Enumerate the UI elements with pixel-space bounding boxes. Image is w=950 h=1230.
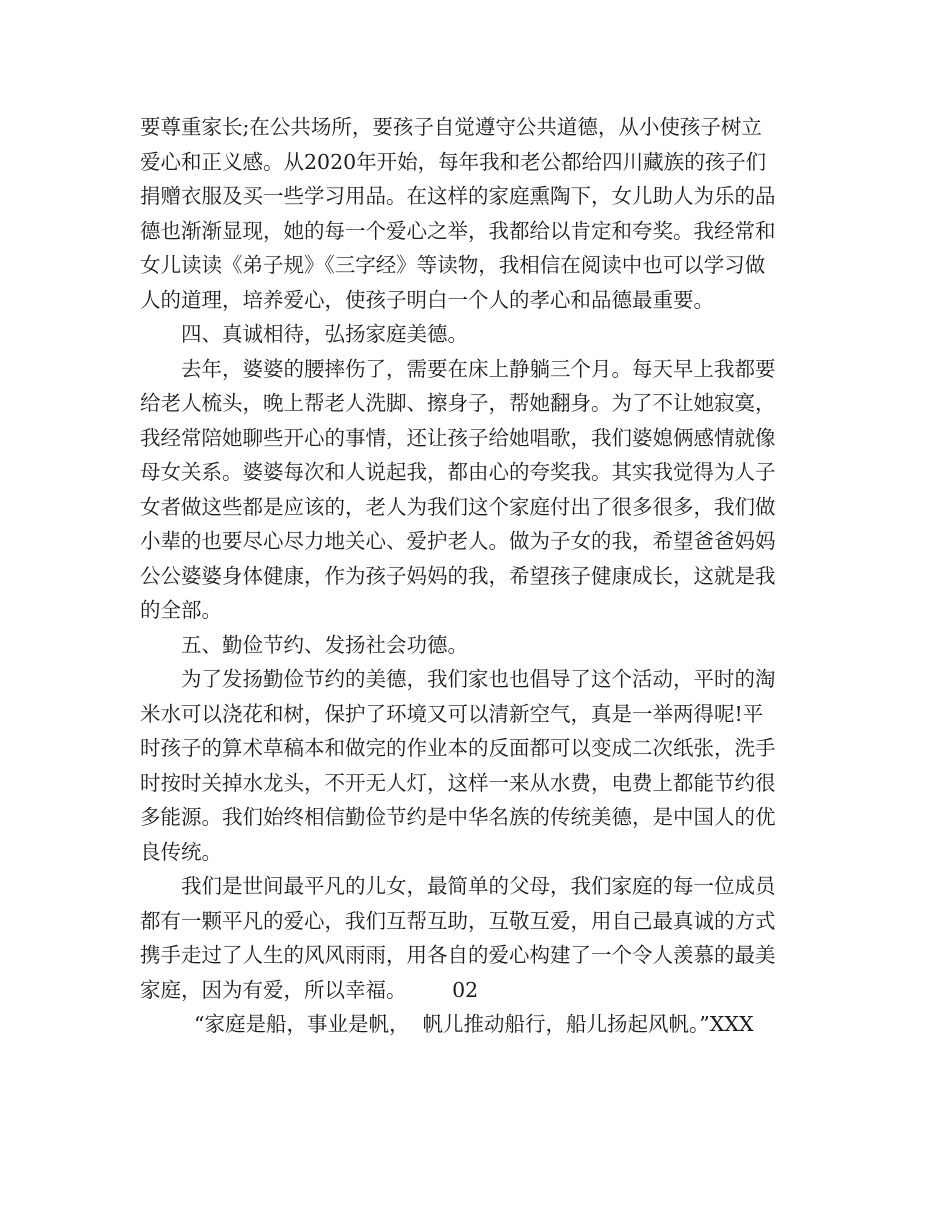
- text-line: 母女关系。婆婆每次和人说起我，都由心的夸奖我。其实我觉得为人子: [140, 460, 776, 484]
- text-line: 四、真诚相待，弘扬家庭美德。: [181, 322, 468, 346]
- text-line: 携手走过了人生的风风雨雨，用各自的爱心构建了一个令人羡慕的最美: [140, 943, 776, 967]
- text-line: 都有一颗平凡的爱心，我们互帮互助，互敬互爱，用自己最真诚的方式: [140, 908, 776, 933]
- text-line: 家庭，因为有爱，所以幸福。 02: [140, 977, 479, 1002]
- text-line: 德也渐渐显现，她的每一个爱心之举，我都给以肯定和夸奖。我经常和: [140, 218, 776, 243]
- text-line: 我们是世间最平凡的儿女，最简单的父母，我们家庭的每一位成员: [181, 874, 776, 898]
- text-line: 时按时关掉水龙头，不开无人灯，这样一来从水费，电费上都能节约很: [140, 770, 776, 795]
- text-line: 要尊重家长;在公共场所，要孩子自觉遵守公共道德，从小使孩子树立: [140, 115, 762, 139]
- text-line: “家庭是船，事业是帆， 帆儿推动船行，船儿扬起风帆。”XXX: [181, 1012, 754, 1036]
- text-line: 公公婆婆身体健康，作为孩子妈妈的我，希望孩子健康成长，这就是我: [140, 563, 776, 588]
- document-body: [140, 110, 812, 1042]
- text-line: 多能源。我们始终相信勤俭节约是中华名族的传统美德，是中国人的优: [140, 805, 776, 829]
- text-line: 良传统。: [140, 839, 222, 864]
- text-line: 的全部。: [140, 598, 222, 622]
- text-line: 我经常陪她聊些开心的事情，还让孩子给她唱歌，我们婆媳俩感情就像: [140, 425, 776, 450]
- text-line: 人的道理，培养爱心，使孩子明白一个人的孝心和品德最重要。: [140, 287, 714, 312]
- text-line: 去年，婆婆的腰摔伤了，需要在床上静躺三个月。每天早上我都要: [181, 356, 776, 381]
- text-line: 为了发扬勤俭节约的美德，我们家也也倡导了这个活动，平时的淘: [181, 667, 776, 691]
- text-line: 给老人梳头，晚上帮老人洗脚、擦身子，帮她翻身。为了不让她寂寞，: [140, 391, 776, 415]
- text-line: 捐赠衣服及买一些学习用品。在这样的家庭熏陶下，女儿助人为乐的品: [140, 184, 776, 208]
- text-line: 女者做这些都是应该的，老人为我们这个家庭付出了很多很多，我们做: [140, 494, 776, 519]
- text-line: 时孩子的算术草稿本和做完的作业本的反面都可以变成二次纸张，洗手: [140, 736, 776, 760]
- text-line: 女儿读读《弟子规》《三字经》等读物，我相信在阅读中也可以学习做: [140, 253, 766, 277]
- text-line: 爱心和正义感。从2020年开始，每年我和老公都给四川藏族的孩子们: [140, 149, 767, 174]
- text-line: 五、勤俭节约、发扬社会功德。: [181, 632, 468, 657]
- text-line: 小辈的也要尽心尽力地关心、爱护老人。做为子女的我，希望爸爸妈妈: [140, 529, 776, 553]
- text-line: 米水可以浇花和树，保护了环境又可以清新空气，真是一举两得呢!平: [140, 701, 764, 726]
